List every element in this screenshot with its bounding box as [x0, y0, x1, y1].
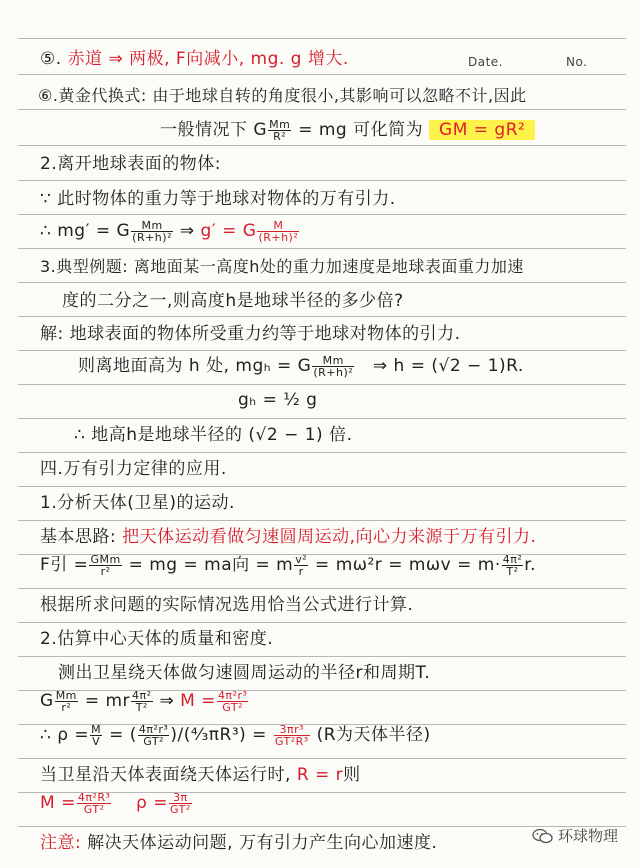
wechat-icon: [532, 828, 554, 844]
section-heading-applications: 四.万有引力定律的应用.: [40, 459, 227, 479]
rule-line: [18, 74, 626, 75]
note-line-1: ⑤. 赤道 ⇒ 两极, F向减小, mg. g 增大.: [40, 49, 349, 69]
watermark: [532, 825, 618, 846]
rule-line: [18, 109, 626, 110]
rule-line: [18, 622, 626, 623]
rule-line: [18, 520, 626, 521]
note-line-22: 当卫星沿天体表面绕天体运行时, R = r则: [40, 765, 361, 785]
note-line-2: ⑥.黄金代换式: 由于地球自转的角度很小,其影响可以忽略不计,因此: [38, 86, 527, 105]
rule-line: [18, 350, 626, 351]
note-line-5: ∵ 此时物体的重力等于地球对物体的万有引力.: [40, 189, 396, 209]
note-line-3: 一般情况下 G $\frac{Mm}{\text{R²}}$ = mg 可化简为 GM = gR²: [160, 118, 535, 142]
date-label: Date.: [468, 55, 503, 69]
highlighted-formula: GM = gR²: [429, 120, 535, 140]
note-line-23: M = $\frac{\text{4π²R³}}{\text{GT²}}$ ρ = $\frac{3\pi}{\text{GT²}}$: [40, 790, 191, 816]
rule-line: [18, 656, 626, 657]
rule-line: [18, 384, 626, 385]
note-line-15: 基本思路: 把天体运动看做匀速圆周运动,向心力来源于万有引力.: [40, 527, 537, 547]
note-line-9: 解: 地球表面的物体所受重力约等于地球对物体的引力.: [40, 324, 461, 344]
note-line-8: 度的二分之一,则高度h是地球半径的多少倍?: [62, 291, 404, 311]
note-line-17: 根据所求问题的实际情况选用恰当公式进行计算.: [40, 595, 414, 615]
rule-line: [18, 588, 626, 589]
note-line-6: ∴ mg′ = G $\frac{Mm}{\text{(R+h)²}}$ ⇒ g′ = G $\frac{M}{\text{(R+h)²}}$: [40, 218, 299, 244]
rule-line: [18, 180, 626, 181]
note-line-24: 注意: 解决天体运动问题, 万有引力产生向心加速度.: [40, 833, 438, 853]
note-line-10: 则离地面高为 h 处, mgₕ = G $\frac{Mm}{\text{(R+h)²}}$ ⇒ h = (√2 − 1)R.: [78, 353, 524, 379]
rule-line: [18, 418, 626, 419]
rule-line: [18, 145, 626, 146]
note-line-20: G $\frac{Mm}{\text{r²}}$ = mr $\frac{\text{4π²}}{\text{T²}}$ ⇒ M = $\frac{\text{4π²r³}}{\text{GT²}}$: [40, 688, 248, 714]
rule-line: [18, 214, 626, 215]
note-line-4: 2.离开地球表面的物体:: [40, 154, 221, 174]
note-line-12: ∴ 地高h是地球半径的 (√2 − 1) 倍.: [74, 425, 353, 445]
rule-line: [18, 486, 626, 487]
rule-line: [18, 316, 626, 317]
note-line-19: 测出卫星绕天体做匀速圆周运动的半径r和周期T.: [58, 663, 431, 683]
rule-line: [18, 248, 626, 249]
rule-line: [18, 282, 626, 283]
subsection-heading-1: 1.分析天体(卫星)的运动.: [40, 493, 235, 513]
rule-line: [18, 758, 626, 759]
rule-line: [18, 452, 626, 453]
note-line-11: gₕ = ½ g: [238, 390, 318, 410]
watermark-text: 环球物理: [557, 827, 618, 845]
note-line-7: 3.典型例题: 离地面某一高度h处的重力加速度是地球表面重力加速: [40, 257, 524, 276]
subsection-heading-2: 2.估算中心天体的质量和密度.: [40, 629, 274, 649]
note-line-21: ∴ ρ = $\frac{M}{V}$ = ( $\frac{\text{4π²r³}}{\text{GT²}}$ )/(⁴⁄₃πR³) = $\frac{\text{3πr³}}{\text{GT²R³}}$ (R为天体半径): [40, 722, 431, 748]
note-line-16: F引 = $\frac{\text{GMm}}{\text{r²}}$ = mg = ma向 = m $\frac{\text{v²}}{r}$ = mω²r = mωv = m· $\frac{\text{4π²}}{\text{T²}}$ r.: [40, 552, 537, 578]
number-label: No.: [566, 55, 588, 69]
rule-line: [18, 38, 626, 39]
